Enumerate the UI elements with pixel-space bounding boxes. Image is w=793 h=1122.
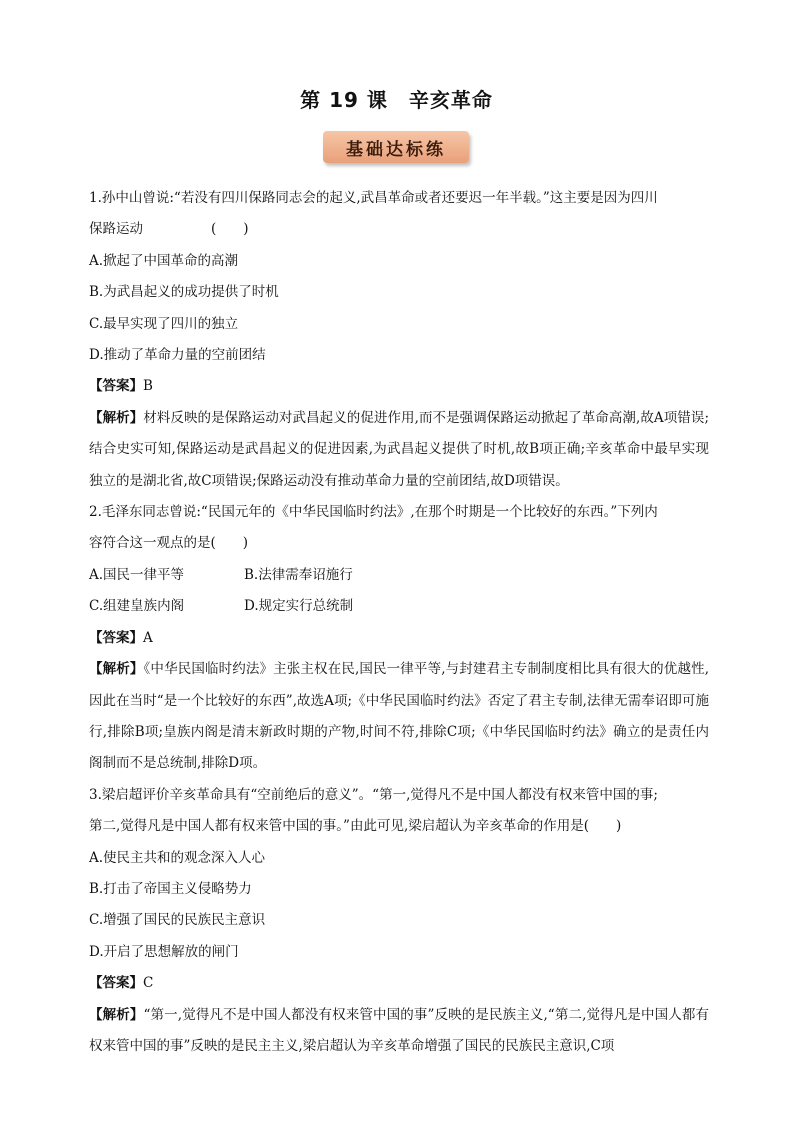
- answer-label: 【答案】: [89, 975, 143, 992]
- analysis-text: 《中华民国临时约法》主张主权在民,国民一律平等,与封建君主专制制度相比具有很大的优越性,因此在当时“是一个比较好的东西”,故选A项;《中华民国临时约法》否定了君主专制,法律无需奉诏即可施行,排除B项;皇族内阁是清末新政时期的产物,时间不符,排除C项;《中华民国临时约法》确立的是责任内阁制而不是总统制,排除D项。: [89, 661, 710, 772]
- analysis: [89, 1000, 709, 1063]
- answer-blank: ( ): [211, 221, 249, 238]
- analysis: [89, 403, 709, 497]
- analysis-label: 【解析】: [89, 409, 144, 426]
- questions-content: [89, 183, 709, 1062]
- option-d: D.规定实行总统制: [244, 598, 354, 615]
- option-b: B.法律需奉诏施行: [244, 566, 353, 583]
- question-stem: 2.毛泽东同志曾说:“民国元年的《中华民国临时约法》,在那个时期是一个比较好的东西。”下列内: [89, 504, 658, 521]
- option-b: B.为武昌起义的成功提供了时机: [89, 284, 279, 301]
- option-c: C.增强了国民的民族民主意识: [89, 912, 266, 929]
- answer-line: [89, 371, 709, 402]
- question-stem-cont: 容符合这一观点的是( ): [89, 535, 249, 552]
- option-a: A.国民一律平等: [89, 566, 185, 583]
- option-a: A.掀起了中国革命的高潮: [89, 252, 239, 269]
- question-stem: 1.孙中山曾说:“若没有四川保路同志会的起义,武昌革命或者还要迟一年半载。”这主要是因为四川: [89, 190, 658, 206]
- option-d: D.推动了革命力量的空前团结: [89, 347, 266, 364]
- analysis: [89, 654, 709, 780]
- option-c: C.最早实现了四川的独立: [89, 315, 239, 332]
- option-a: A.使民主共和的观念深入人心: [89, 849, 266, 866]
- analysis-label: 【解析】: [89, 661, 144, 678]
- question-1: [89, 183, 709, 497]
- options-row-1: [89, 560, 709, 591]
- answer-line: [89, 623, 709, 654]
- analysis-label: 【解析】: [89, 1006, 144, 1023]
- option-d: D.开启了思想解放的闸门: [89, 943, 239, 960]
- options-row-2: [89, 591, 709, 622]
- analysis-text: 材料反映的是保路运动对武昌起义的促进作用,而不是强调保路运动掀起了革命高潮,故A项错误;结合史实可知,保路运动是武昌起义的促进因素,为武昌起义提供了时机,故B项正确;辛亥革命中最早实现独立的是湖北省,故C项错误;保路运动没有推动革命力量的空前团结,故D项错误。: [89, 409, 709, 489]
- option-b: B.打击了帝国主义侵略势力: [89, 880, 252, 897]
- answer-value: C: [143, 975, 154, 992]
- page-title: 第 19 课 辛亥革命: [300, 88, 493, 112]
- section-badge: 基础达标练: [323, 131, 469, 163]
- question-stem-cont: 保路运动 ( ): [89, 221, 249, 238]
- option-c: C.组建皇族内阁: [89, 598, 185, 615]
- answer-line: [89, 968, 709, 999]
- question-stem: 3.梁启超评价辛亥革命具有“空前绝后的意义”。“第一,觉得凡不是中国人都没有权来管中国的事;: [89, 786, 658, 803]
- answer-label: 【答案】: [89, 378, 143, 395]
- question-2: [89, 497, 709, 780]
- analysis-text: “第一,觉得凡不是中国人都没有权来管中国的事”反映的是民族主义,“第二,觉得凡是中国人都有权来管中国的事”反映的是民主主义,梁启超认为辛亥革命增强了国民的民族民主意识,C项: [89, 1006, 710, 1054]
- question-3: [89, 780, 709, 1063]
- question-stem-cont: 第二,觉得凡是中国人都有权来管中国的事。”由此可见,梁启超认为辛亥革命的作用是( ): [89, 818, 622, 835]
- answer-label: 【答案】: [89, 629, 143, 646]
- answer-value: B: [143, 378, 153, 395]
- answer-value: A: [143, 629, 153, 646]
